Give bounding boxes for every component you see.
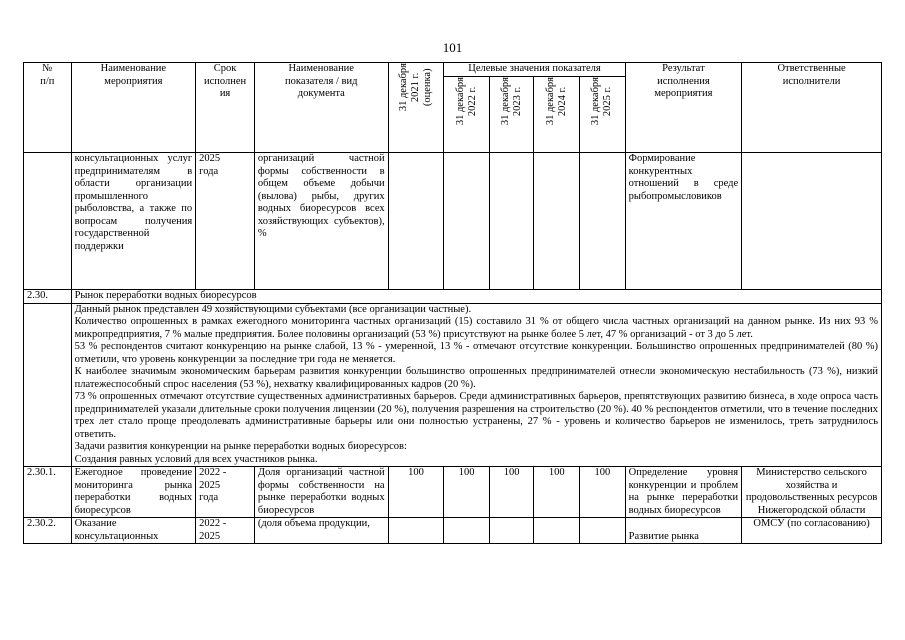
row-value-2021: 100 (388, 467, 444, 518)
row-value-2024: 100 (534, 467, 580, 518)
header-indicator-name: Наименование показателя / вид документа (254, 63, 388, 153)
row-indicator: Доля организаций частной формы собственности на рынке переработки водных биоресурсов (254, 467, 388, 518)
row-deadline: 2022 - 2025 (196, 518, 255, 544)
header-target-values: Целевые значения показателя (444, 63, 625, 77)
section-paragraph: К наиболее значимым экономическим барьерам развития конкуренции большинство опрошенных предпринимателей отнесли экономическую нестабильность (73 %), низкий платежеспособный спрос населения (53 %), нехватку квалифицированных кадров (20 %). (74, 366, 878, 390)
row-responsible: Министерство сельского хозяйства и продовольственных ресурсов Нижегородской области (742, 467, 882, 518)
measures-table (23, 62, 882, 544)
header-responsible: Ответственные исполнители (742, 63, 882, 153)
section-text (71, 303, 881, 467)
header-result: Результат исполнения мероприятия (625, 63, 741, 153)
header-year-2023-cell (489, 77, 534, 153)
cont-indicator: организаций частной формы собственности в общем объеме добычи (вылова) рыбы, других водных биоресурсов всех хозяйствующих субъектов), % (254, 153, 388, 290)
row-result: Развитие рынка (625, 518, 741, 544)
row-indicator: (доля объема продукции, (254, 518, 388, 544)
page-number: 101 (442, 40, 463, 55)
section-paragraph: Данный рынок представлен 49 хозяйствующими субъектами (все организации частные). (74, 303, 472, 315)
header-year-2025: 31 декабря 2025 г. (590, 77, 614, 126)
header-row-top (24, 63, 882, 77)
section-text-row (24, 303, 882, 467)
cont-deadline: 2025 года (196, 153, 255, 290)
header-year-2021: 31 декабря 2021 г. (оценка) (397, 63, 433, 112)
row-responsible: ОМСУ (по согласованию) (742, 518, 882, 544)
section-title-row (24, 290, 882, 304)
section-title: Рынок переработки водных биоресурсов (71, 290, 881, 304)
row-value-2022: 100 (444, 467, 490, 518)
table-row (24, 467, 882, 518)
row-result: Определение уровня конкуренции и проблем на рынке переработки водных биоресурсов (625, 467, 741, 518)
section-paragraph: 73 % опрошенных отмечают отсутствие существенных административных барьеров. Среди административных барьеров, препятствующих развитию бизнеса, в ходе опроса часть предпринимателей указали длительные сроки получения лицензии (20 %), получения разрешения на строительство (20 %). 40 % респондентов отметили, что в течение последних трех лет стало проще преодолевать административные барьеры или они полностью устранены, 27 % - уровень и количество барьеров не изменилось, треть затруднилось ответить. (74, 391, 878, 440)
cont-result: Формирование конкурентных отношений в среде рыбопромысловиков (625, 153, 741, 290)
row-number: 2.30.2. (24, 518, 72, 544)
header-year-2024: 31 декабря 2024 г. (544, 77, 568, 126)
table-row (24, 518, 882, 544)
header-year-2024-cell (534, 77, 580, 153)
row-measure: Ежегодное проведение мониторинга рынка переработки водных биоресурсов (71, 467, 196, 518)
header-year-2022-cell (444, 77, 490, 153)
row-number: 2.30.1. (24, 467, 72, 518)
row-value-2025: 100 (580, 467, 626, 518)
section-number: 2.30. (24, 290, 72, 304)
section-paragraph: 53 % респондентов считают конкуренцию на рынке слабой, 13 % - умеренной, 13 % - отмечают отсутствие конкуренции. Большинство опрошенных предпринимателей (80 %) отметили, что уровень конкуренции за последние три года не меняется. (74, 341, 878, 365)
row-value-2023: 100 (489, 467, 534, 518)
section-paragraph: Задачи развития конкуренции на рынке переработки водных биоресурсов: (74, 441, 407, 452)
header-year-2022: 31 декабря 2022 г. (454, 77, 478, 126)
continuation-row (24, 153, 882, 290)
row-deadline: 2022 - 2025 года (196, 467, 255, 518)
cont-measure: консультационных услуг предпринимателям в области организации промышленного рыболовства, а также по вопросам получения государственной поддержки (71, 153, 196, 290)
section-paragraph: Количество опрошенных в рамках ежегодного мониторинга частных организаций (15) составило 31 % от общего числа частных организаций на данном рынке. Из них 93 % микропредприятия, 7 % малые предприятия. Более половины организаций (53 %) присутствуют на рынке более 5 лет, 47 % организаций - от 3 до 5 лет. (74, 316, 878, 340)
header-year-2021-cell (388, 63, 444, 153)
header-year-2023: 31 декабря 2023 г. (499, 77, 523, 126)
header-year-2025-cell (580, 77, 626, 153)
section-paragraph: Создания равных условий для всех участников рынка. (74, 453, 318, 465)
header-deadline: Срок исполнен ия (196, 63, 255, 153)
header-measure-name: Наименование мероприятия (71, 63, 196, 153)
header-number: № п/п (24, 63, 72, 153)
row-measure: Оказание консультационных (71, 518, 196, 544)
